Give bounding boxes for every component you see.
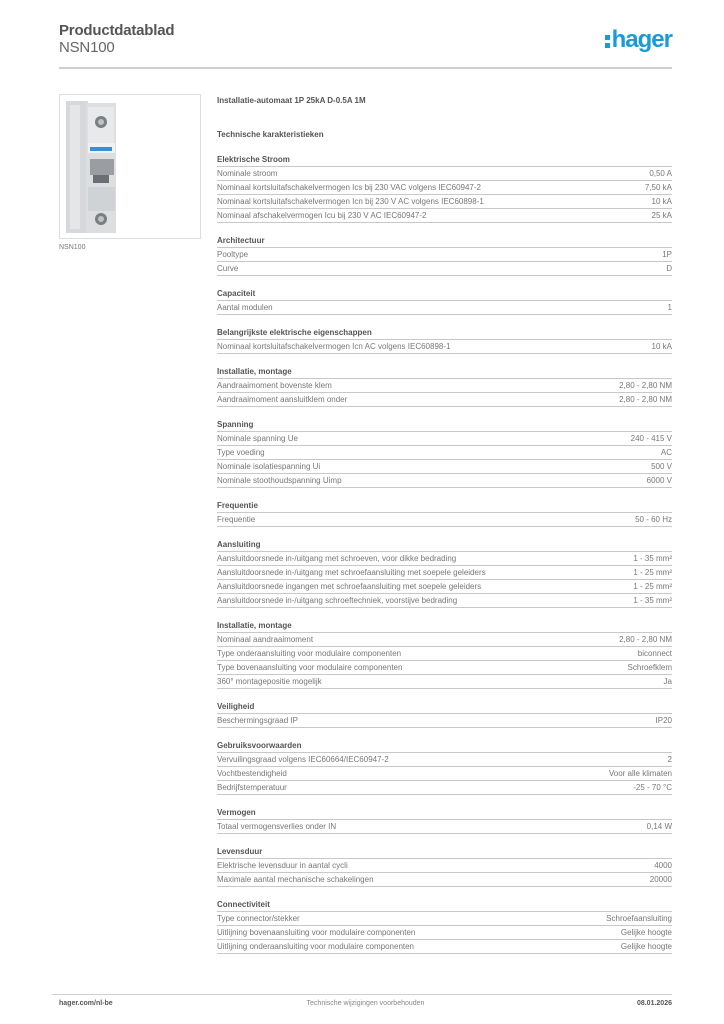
spec-row xyxy=(217,460,672,474)
page-header xyxy=(59,22,672,68)
spec-value: 4000 xyxy=(654,861,672,870)
document-title: Productdatablad xyxy=(59,22,175,39)
spec-label: Nominaal afschakelvermogen Icu bij 230 V AC IEC60947-2 xyxy=(217,211,427,220)
spec-value: 2,80 - 2,80 NM xyxy=(619,381,672,390)
spec-label: Frequentie xyxy=(217,515,256,524)
spec-row xyxy=(217,474,672,488)
spec-value: 10 kA xyxy=(651,197,672,206)
section-title: Levensduur xyxy=(217,846,672,859)
spec-label: Type bovenaansluiting voor modulaire componenten xyxy=(217,663,403,672)
section-title: Installatie, montage xyxy=(217,366,672,379)
spec-row xyxy=(217,393,672,407)
spec-row xyxy=(217,552,672,566)
circuit-breaker-icon xyxy=(60,95,200,238)
spec-section xyxy=(217,740,672,795)
spec-row xyxy=(217,566,672,580)
spec-label: Type onderaansluiting voor modulaire componenten xyxy=(217,649,402,658)
spec-row xyxy=(217,580,672,594)
spec-label: Nominale stoothoudspanning Uimp xyxy=(217,476,342,485)
product-name: Installatie-automaat 1P 25kA D-0.5A 1M xyxy=(217,96,366,105)
spec-section xyxy=(217,366,672,407)
spec-section xyxy=(217,899,672,954)
spec-label: Aansluitdoorsnede in-/uitgang schroeftechniek, voorstijve bedrading xyxy=(217,596,458,605)
spec-section xyxy=(217,500,672,527)
spec-value: Gelijke hoogte xyxy=(620,942,672,951)
spec-label: Curve xyxy=(217,264,239,273)
section-title: Capaciteit xyxy=(217,288,672,301)
spec-row xyxy=(217,181,672,195)
section-title: Aansluiting xyxy=(217,539,672,552)
spec-label: Type connector/stekker xyxy=(217,914,300,923)
product-code: NSN100 xyxy=(59,39,115,56)
spec-row xyxy=(217,340,672,354)
spec-row xyxy=(217,432,672,446)
section-title: Frequentie xyxy=(217,500,672,513)
spec-value: 240 - 415 V xyxy=(630,434,672,443)
spec-section xyxy=(217,620,672,689)
spec-value: 500 V xyxy=(651,462,672,471)
spec-value: -25 - 70 °C xyxy=(633,783,672,792)
spec-label: Maximale aantal mechanische schakelingen xyxy=(217,875,374,884)
spec-row xyxy=(217,513,672,527)
footer-website: hager.com/nl-be xyxy=(59,1000,113,1007)
tech-characteristics-heading: Technische karakteristieken xyxy=(217,130,324,139)
spec-value: 1 xyxy=(667,303,672,312)
logo-colon-icon xyxy=(605,31,610,47)
spec-section xyxy=(217,327,672,354)
spec-value: 50 - 60 Hz xyxy=(635,515,672,524)
spec-value: Voor alle klimaten xyxy=(608,769,672,778)
footer-divider xyxy=(52,994,672,995)
spec-row xyxy=(217,926,672,940)
spec-section xyxy=(217,154,672,223)
spec-label: Totaal vermogensverlies onder IN xyxy=(217,822,337,831)
spec-row xyxy=(217,195,672,209)
spec-section xyxy=(217,846,672,887)
spec-value: Gelijke hoogte xyxy=(620,928,672,937)
spec-row xyxy=(217,873,672,887)
header-divider xyxy=(59,67,672,69)
spec-value: Schroefaansluiting xyxy=(606,914,672,923)
section-title: Installatie, montage xyxy=(217,620,672,633)
spec-value: 25 kA xyxy=(651,211,672,220)
spec-label: Aandraaimoment bovenste klem xyxy=(217,381,332,390)
spec-value: 0,50 A xyxy=(649,169,672,178)
spec-section xyxy=(217,419,672,488)
spec-label: Aandraaimoment aansluitklem onder xyxy=(217,395,348,404)
spec-label: Vervuilingsgraad volgens IEC60664/IEC60947-2 xyxy=(217,755,389,764)
footer-date: 08.01.2026 xyxy=(636,1000,672,1007)
spec-row xyxy=(217,446,672,460)
spec-row xyxy=(217,912,672,926)
spec-value: 1 - 35 mm² xyxy=(633,554,672,563)
spec-row xyxy=(217,379,672,393)
spec-value: 1 - 25 mm² xyxy=(633,568,672,577)
spec-label: Nominale isolatiespanning Ui xyxy=(217,462,321,471)
datasheet-content xyxy=(217,95,672,954)
spec-value: 20000 xyxy=(649,875,672,884)
spec-label: Aansluitdoorsnede ingangen met schroefaansluiting met soepele geleiders xyxy=(217,582,482,591)
spec-row xyxy=(217,820,672,834)
spec-value: 1 - 25 mm² xyxy=(633,582,672,591)
spec-value: AC xyxy=(660,448,672,457)
spec-row xyxy=(217,594,672,608)
spec-label: Elektrische levensduur in aantal cycli xyxy=(217,861,348,870)
spec-row xyxy=(217,714,672,728)
spec-row xyxy=(217,859,672,873)
spec-label: Beschermingsgraad IP xyxy=(217,716,298,725)
spec-value: IP20 xyxy=(655,716,672,725)
spec-label: Uitlijning onderaansluiting voor modulaire componenten xyxy=(217,942,415,951)
spec-section xyxy=(217,539,672,608)
section-title: Belangrijkste elektrische eigenschappen xyxy=(217,327,672,340)
spec-value: 2,80 - 2,80 NM xyxy=(619,395,672,404)
section-title: Gebruiksvoorwaarden xyxy=(217,740,672,753)
section-title: Vermogen xyxy=(217,807,672,820)
spec-row xyxy=(217,661,672,675)
footer-disclaimer: Technische wijzigingen voorbehouden xyxy=(306,1000,425,1007)
section-title: Elektrische Stroom xyxy=(217,154,672,167)
spec-row xyxy=(217,262,672,276)
spec-section xyxy=(217,235,672,276)
spec-value: 7,50 kA xyxy=(644,183,672,192)
spec-label: Nominaal kortsluitafschakelvermogen Icn AC volgens IEC60898-1 xyxy=(217,342,451,351)
spec-value: D xyxy=(666,264,672,273)
page-footer xyxy=(59,1000,672,1012)
spec-value: 0,14 W xyxy=(646,822,672,831)
section-title: Architectuur xyxy=(217,235,672,248)
spec-value: 2 xyxy=(667,755,672,764)
spec-label: Nominaal kortsluitafschakelvermogen Ics bij 230 VAC volgens IEC60947-2 xyxy=(217,183,481,192)
spec-label: Aansluitdoorsnede in-/uitgang met schroeven, voor dikke bedrading xyxy=(217,554,457,563)
hager-logo: hager xyxy=(605,28,672,52)
product-image xyxy=(59,94,201,239)
spec-row xyxy=(217,167,672,181)
spec-row xyxy=(217,248,672,262)
spec-label: Type voeding xyxy=(217,448,265,457)
spec-row xyxy=(217,675,672,689)
spec-row xyxy=(217,633,672,647)
spec-value: 2,80 - 2,80 NM xyxy=(619,635,672,644)
spec-label: Aantal modulen xyxy=(217,303,273,312)
spec-label: Nominaal aandraaimoment xyxy=(217,635,314,644)
spec-value: biconnect xyxy=(637,649,672,658)
section-title: Connectiviteit xyxy=(217,899,672,912)
spec-label: 360° montagepositie mogelijk xyxy=(217,677,322,686)
spec-row xyxy=(217,209,672,223)
spec-sections xyxy=(217,154,672,954)
spec-value: Ja xyxy=(663,677,672,686)
spec-section xyxy=(217,288,672,315)
spec-label: Nominale spanning Ue xyxy=(217,434,298,443)
spec-label: Nominaal kortsluitafschakelvermogen Icn bij 230 V AC volgens IEC60898-1 xyxy=(217,197,484,206)
spec-row xyxy=(217,781,672,795)
spec-row xyxy=(217,940,672,954)
spec-label: Pooltype xyxy=(217,250,249,259)
spec-row xyxy=(217,753,672,767)
product-image-caption: NSN100 xyxy=(59,244,86,251)
section-title: Spanning xyxy=(217,419,672,432)
spec-value: 1 - 35 mm² xyxy=(633,596,672,605)
section-title: Veiligheid xyxy=(217,701,672,714)
spec-row xyxy=(217,767,672,781)
spec-value: 1P xyxy=(662,250,672,259)
spec-label: Bedrijfstemperatuur xyxy=(217,783,287,792)
spec-value: 6000 V xyxy=(646,476,672,485)
spec-row xyxy=(217,647,672,661)
spec-section xyxy=(217,807,672,834)
spec-label: Uitlijning bovenaansluiting voor modulaire componenten xyxy=(217,928,416,937)
spec-value: Schroefklem xyxy=(627,663,672,672)
spec-row xyxy=(217,301,672,315)
spec-label: Vochtbestendigheid xyxy=(217,769,287,778)
spec-section xyxy=(217,701,672,728)
spec-label: Nominale stroom xyxy=(217,169,278,178)
spec-value: 10 kA xyxy=(651,342,672,351)
spec-label: Aansluitdoorsnede in-/uitgang met schroefaansluiting met soepele geleiders xyxy=(217,568,486,577)
